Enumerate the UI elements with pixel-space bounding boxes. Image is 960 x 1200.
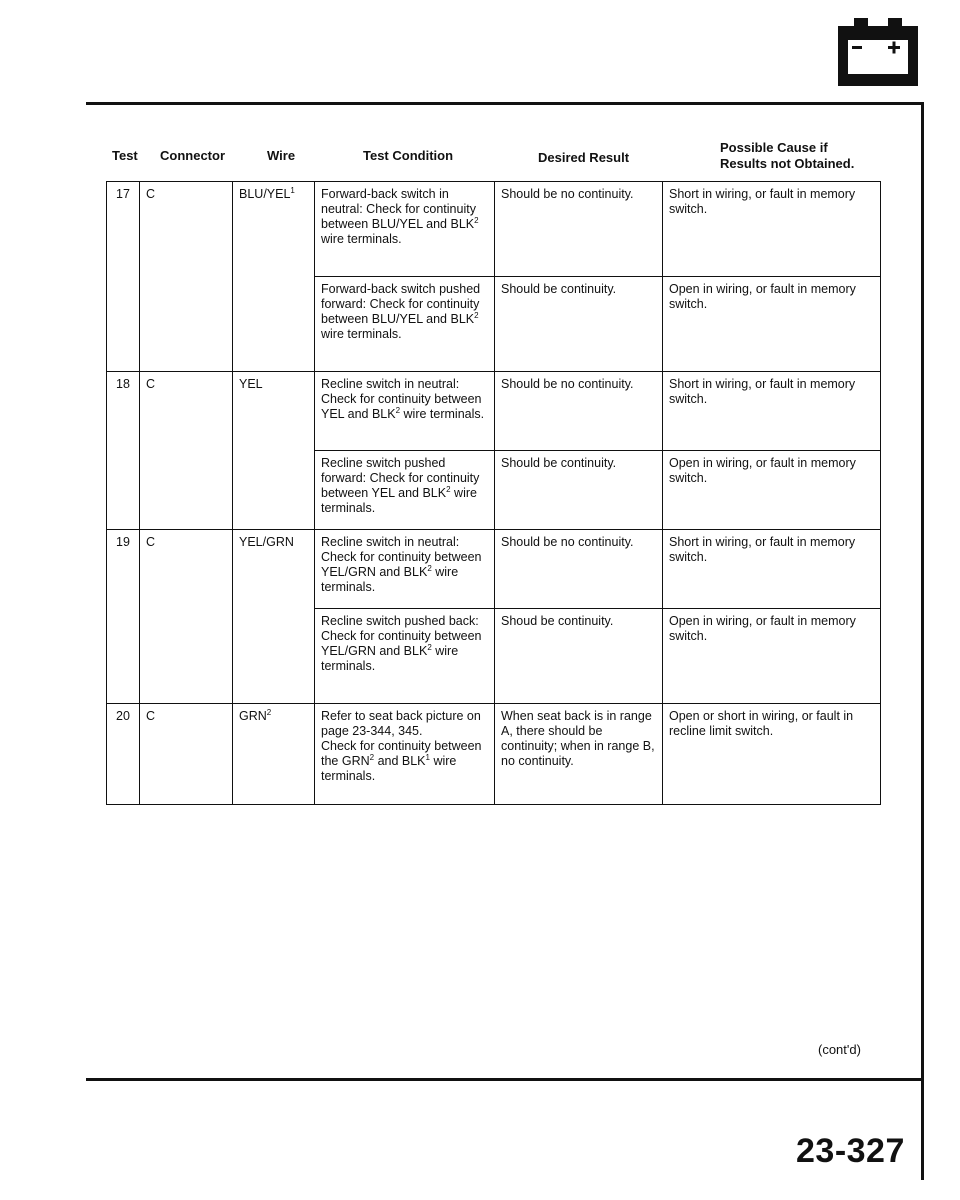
condition-text: Forward-back switch pushed forward: Check for continuity between BLU/YEL and BLK [321, 282, 481, 326]
desired-result-cell: Shoud be continuity. [495, 609, 663, 704]
possible-cause-cell: Short in wiring, or fault in memory switch. [663, 372, 881, 451]
wire-cell [233, 182, 315, 372]
header-test: Test [112, 148, 138, 163]
condition-text: Recline switch pushed back: Check for continuity between YEL/GRN and BLK [321, 614, 482, 658]
connector-cell: C [140, 182, 233, 372]
desired-result-cell: When seat back is in range A, there should be continuity; when in range B, no continuity. [495, 704, 663, 805]
desired-result-cell: Should be continuity. [495, 451, 663, 530]
wire-label: YEL/GRN [239, 535, 294, 549]
possible-cause-cell: Short in wiring, or fault in memory switch. [663, 182, 881, 277]
condition-footnote: 2 [369, 752, 375, 762]
condition-text-line2: Check for continuity between the GRN [321, 739, 482, 768]
wire-cell [233, 530, 315, 704]
bottom-rule [86, 1078, 924, 1081]
condition-text-end: wire terminals. [321, 565, 459, 594]
condition-cell [315, 530, 495, 609]
continued-label: (cont'd) [818, 1042, 861, 1057]
condition-cell [315, 704, 495, 805]
test-number: 17 [107, 182, 140, 372]
table-row [107, 372, 881, 451]
condition-text: Refer to seat back picture on page 23-344, 345. [321, 709, 481, 738]
condition-text-end: wire terminals. [321, 327, 402, 341]
condition-cell [315, 609, 495, 704]
battery-icon [836, 18, 920, 88]
condition-footnote: 2 [474, 310, 479, 320]
connector-cell: C [140, 704, 233, 805]
table-header [0, 140, 960, 180]
header-wire: Wire [267, 148, 296, 163]
condition-footnote: 2 [474, 215, 479, 225]
wire-label: GRN [239, 709, 267, 723]
right-rule [921, 102, 924, 1180]
condition-footnote: 2 [427, 563, 432, 573]
header-desired-result: Desired Result [538, 150, 630, 165]
table-row [107, 530, 881, 609]
wire-label: YEL [239, 377, 263, 391]
condition-text: Recline switch in neutral: Check for continuity between YEL/GRN and BLK [321, 535, 482, 579]
header-cause-line2: Results not Obtained. [720, 156, 855, 171]
top-rule [86, 102, 924, 105]
test-table [106, 181, 881, 805]
condition-footnote: 2 [446, 484, 451, 494]
condition-text-mid: and BLK [374, 754, 426, 768]
possible-cause-cell: Short in wiring, or fault in memory switch. [663, 530, 881, 609]
condition-text-end: wire terminals. [400, 407, 485, 421]
desired-result-cell: Should be no continuity. [495, 182, 663, 277]
desired-result-cell: Should be no continuity. [495, 372, 663, 451]
condition-text-end: wire terminals. [321, 486, 477, 515]
condition-cell [315, 277, 495, 372]
condition-text-end: wire terminals. [321, 644, 459, 673]
wire-label: BLU/YEL [239, 187, 291, 201]
test-number: 19 [107, 530, 140, 704]
wire-cell [233, 704, 315, 805]
possible-cause-cell: Open in wiring, or fault in memory switch. [663, 277, 881, 372]
condition-text-end: wire terminals. [321, 232, 402, 246]
condition-text: Recline switch pushed forward: Check for continuity between YEL and BLK [321, 456, 480, 500]
possible-cause-cell: Open in wiring, or fault in memory switch. [663, 609, 881, 704]
connector-cell: C [140, 372, 233, 530]
page-number: 23-327 [796, 1132, 905, 1170]
condition-footnote-2: 1 [425, 752, 430, 762]
condition-footnote: 2 [427, 642, 432, 652]
test-number: 18 [107, 372, 140, 530]
header-connector: Connector [160, 148, 225, 163]
table-row [107, 182, 881, 277]
desired-result-cell: Should be continuity. [495, 277, 663, 372]
desired-result-cell: Should be no continuity. [495, 530, 663, 609]
wire-cell [233, 372, 315, 530]
table-row [107, 704, 881, 805]
header-cause-line1: Possible Cause if [720, 140, 828, 155]
condition-cell [315, 451, 495, 530]
header-condition: Test Condition [363, 148, 454, 163]
header-possible-cause [720, 140, 890, 172]
condition-text: Forward-back switch in neutral: Check for continuity between BLU/YEL and BLK [321, 187, 476, 231]
connector-cell: C [140, 530, 233, 704]
condition-text-end: wire terminals. [321, 754, 457, 783]
condition-cell [315, 182, 495, 277]
condition-text: Recline switch in neutral: Check for continuity between YEL and BLK [321, 377, 482, 421]
test-number: 20 [107, 704, 140, 805]
wire-footnote: 2 [266, 707, 272, 717]
wire-footnote: 1 [290, 185, 295, 195]
possible-cause-cell: Open or short in wiring, or fault in recline limit switch. [663, 704, 881, 805]
possible-cause-cell: Open in wiring, or fault in memory switch. [663, 451, 881, 530]
condition-cell [315, 372, 495, 451]
condition-footnote: 2 [395, 405, 401, 415]
